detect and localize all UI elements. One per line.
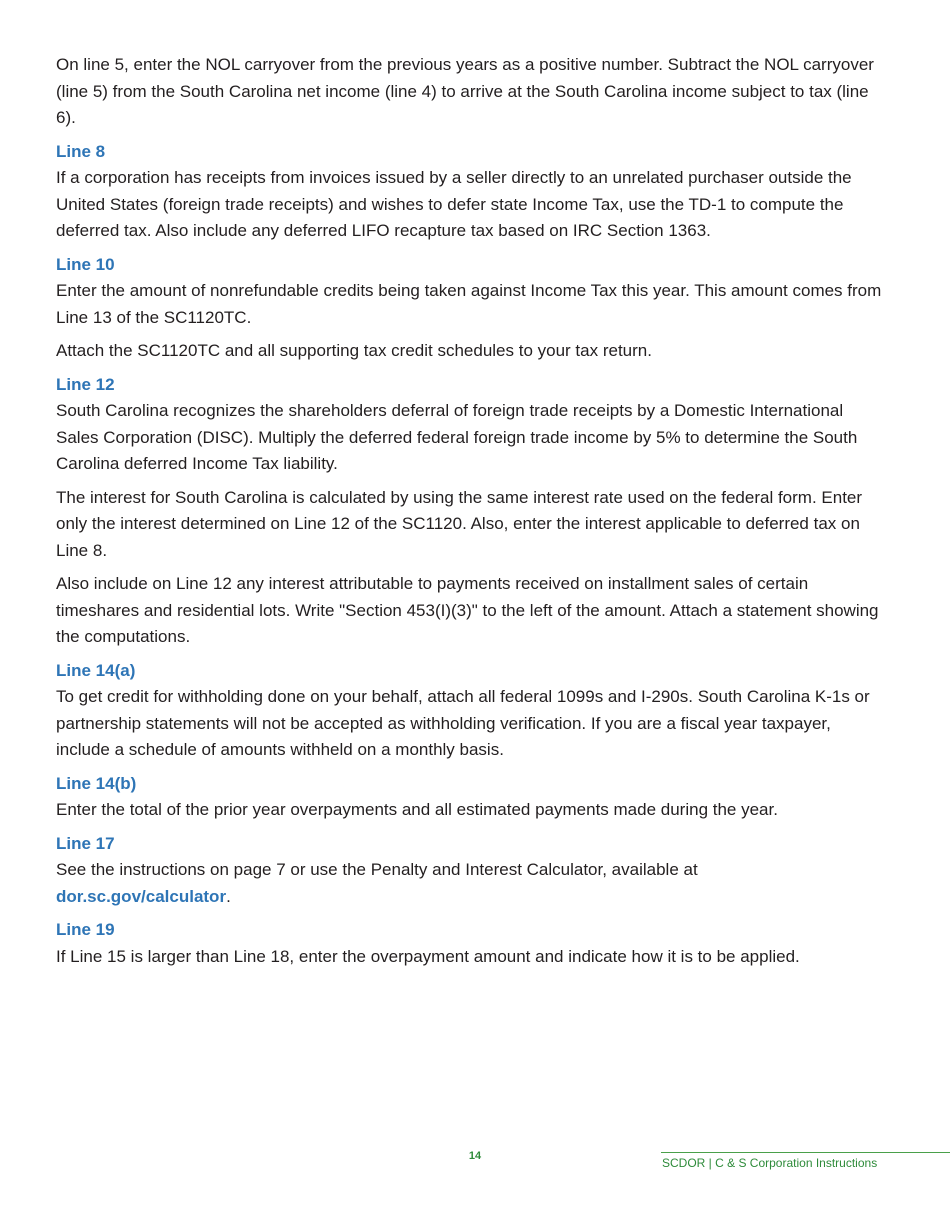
section-line-10 (56, 252, 886, 365)
section-paragraph: If Line 15 is larger than Line 18, enter the overpayment amount and indicate how it is to be applied. (56, 946, 800, 966)
section-paragraph (56, 857, 886, 910)
footer-doc-title: SCDOR | C & S Corporation Instructions (662, 1156, 878, 1170)
section-heading: Line 19 (56, 920, 115, 939)
calculator-link[interactable]: dor.sc.gov/calculator (56, 886, 227, 906)
section-line-14a (56, 658, 886, 764)
section-line-14b (56, 771, 886, 824)
section-heading: Line 8 (56, 141, 106, 161)
section-heading: Line 14(b) (56, 773, 137, 793)
section-line-17 (56, 831, 886, 911)
section-line-19 (56, 917, 886, 970)
section-paragraph: South Carolina recognizes the shareholders deferral of foreign trade receipts by a Domestic International Sales Corporation (DISC). Multiply the deferred federal foreign trade income by 5% to determine the South Carolina deferred Income Tax liability. (56, 401, 858, 473)
section-paragraph: The interest for South Carolina is calculated by using the same interest rate used on the federal form. Enter only the interest determined on Line 12 of the SC1120. Also, enter the interest applicable to deferred tax on Line 8. (56, 487, 863, 560)
paragraph-text: See the instructions on page 7 or use the Penalty and Interest Calculator, available at (56, 860, 698, 879)
section-paragraph: Attach the SC1120TC and all supporting tax credit schedules to your tax return. (56, 341, 652, 360)
section-paragraph: To get credit for withholding done on your behalf, attach all federal 1099s and I-290s. South Carolina K-1s or partnership statements will not be accepted as withholding verification. If you are a fiscal year taxpayer, include a schedule of amounts withheld on a monthly basis. (56, 687, 870, 759)
page-body (56, 52, 886, 977)
section-heading: Line 14(a) (56, 660, 136, 680)
section-heading: Line 12 (56, 374, 115, 394)
intro-paragraph: On line 5, enter the NOL carryover from the previous years as a positive number. Subtract the NOL carryover (line 5) from the South Carolina net income (line 4) to arrive at the South Carolina income subject to tax (line 6). (56, 55, 874, 127)
paragraph-end: . (226, 886, 231, 906)
section-paragraph: Also include on Line 12 any interest attributable to payments received on installment sales of certain timeshares and residential lots. Write "Section 453(I)(3)" to the left of the amount. Attach a statement showing the computations. (56, 574, 879, 646)
section-heading: Line 17 (56, 833, 115, 853)
page-number: 14 (468, 1150, 482, 1162)
section-paragraph: If a corporation has receipts from invoices issued by a seller directly to an unrelated purchaser outside the United States (foreign trade receipts) and wishes to defer state Income Tax, use the TD-1 to compute the deferred tax. Also include any deferred LIFO recapture tax based on IRC Section 1363. (56, 168, 852, 240)
section-paragraph: Enter the total of the prior year overpayments and all estimated payments made during the year. (56, 800, 778, 819)
section-line-8 (56, 139, 886, 245)
section-paragraph: Enter the amount of nonrefundable credits being taken against Income Tax this year. This amount comes from Line 13 of the SC1120TC. (56, 281, 882, 327)
section-heading: Line 10 (56, 254, 115, 274)
footer-divider (661, 1152, 950, 1153)
section-line-12 (56, 372, 886, 651)
